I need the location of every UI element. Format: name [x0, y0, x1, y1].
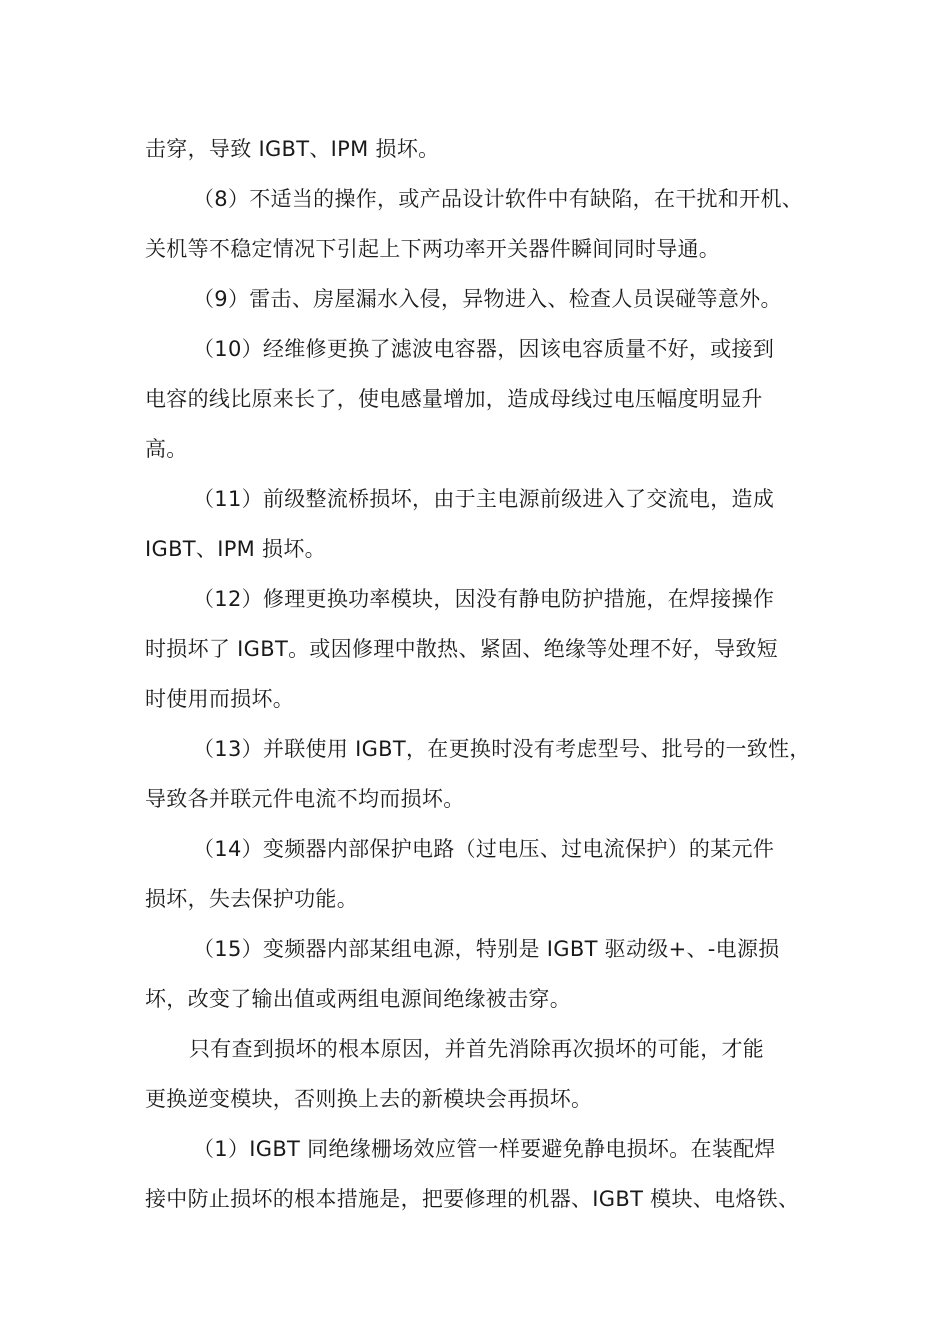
text-line: 关机等不稳定情况下引起上下两功率开关器件瞬间同时导通。 [145, 237, 721, 261]
text-line: 损坏，失去保护功能。 [145, 887, 358, 911]
text-line: IGBT、IPM 损坏。 [145, 537, 326, 561]
text-line: 时损坏了 IGBT。或因修理中散热、紧固、绝缘等处理不好，导致短 [145, 637, 778, 661]
text-line: 电容的线比原来长了，使电感量增加，造成母线过电压幅度明显升 [145, 387, 763, 411]
text-line: （12）修理更换功率模块，因没有静电防护措施，在焊接操作 [193, 587, 775, 611]
text-line: 时使用而损坏。 [145, 687, 295, 711]
text-line: 坏，改变了输出值或两组电源间绝缘被击穿。 [145, 987, 571, 1011]
text-line: 只有查到损坏的根本原因，并首先消除再次损坏的可能，才能 [189, 1037, 765, 1061]
text-line: （8）不适当的操作，或产品设计软件中有缺陷，在干扰和开机、 [193, 187, 804, 211]
text-line: （13）并联使用 IGBT，在更换时没有考虑型号、批号的一致性， [193, 737, 811, 761]
text-line: 高。 [145, 437, 188, 461]
text-line: 导致各并联元件电流不均而损坏。 [145, 787, 465, 811]
text-line: （14）变频器内部保护电路（过电压、过电流保护）的某元件 [193, 837, 775, 861]
text-line: （10）经维修更换了滤波电容器，因该电容质量不好，或接到 [193, 337, 775, 361]
text-line: （11）前级整流桥损坏，由于主电源前级进入了交流电，造成 [193, 487, 775, 511]
text-line: （1）IGBT 同绝缘栅场效应管一样要避免静电损坏。在装配焊 [193, 1137, 776, 1161]
text-line: （9）雷击、房屋漏水入侵，异物进入、检查人员误碰等意外。 [193, 287, 782, 311]
text-line: 更换逆变模块，否则换上去的新模块会再损坏。 [145, 1087, 593, 1111]
text-line: 击穿，导致 IGBT、IPM 损坏。 [145, 137, 440, 161]
text-line: （15）变频器内部某组电源，特别是 IGBT 驱动级+、-电源损 [193, 937, 780, 961]
text-line: 接中防止损坏的根本措施是，把要修理的机器、IGBT 模块、电烙铁、 [145, 1187, 800, 1211]
